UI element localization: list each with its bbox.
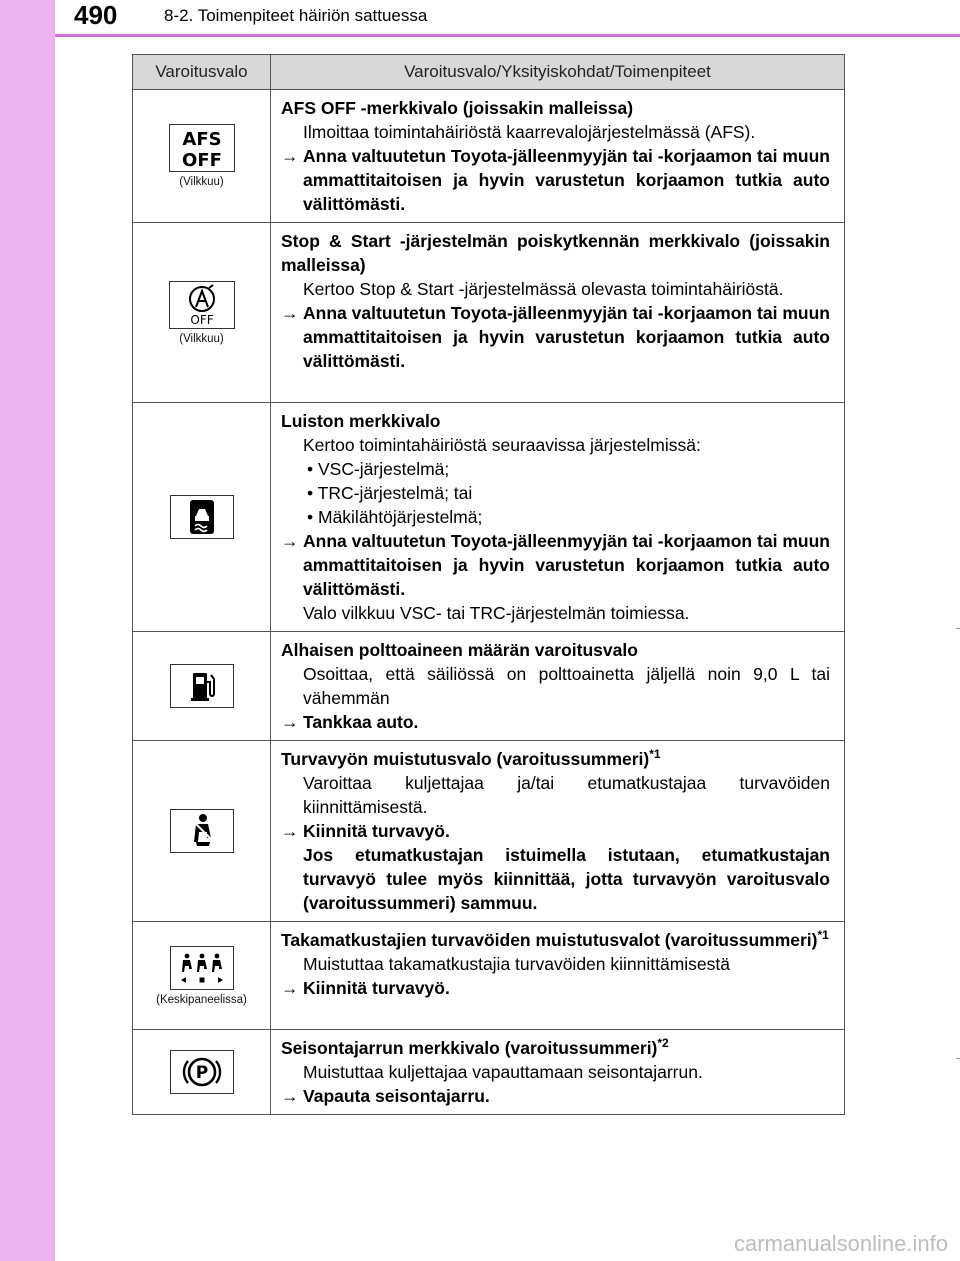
stop-start-off-icon xyxy=(169,281,235,329)
icon-caption: (Keskipaneelissa) xyxy=(156,993,247,1006)
afs-off-icon-label: OFF xyxy=(181,150,222,171)
arrow-icon: → xyxy=(281,978,299,998)
description-cell xyxy=(271,1030,845,1115)
row-title: Alhaisen polttoaineen määrän varoitusvalo xyxy=(281,640,638,660)
left-margin-band xyxy=(0,0,55,1261)
description-cell xyxy=(271,741,845,922)
table-row xyxy=(133,741,845,922)
arrow-icon: → xyxy=(281,712,299,732)
row-action: → Vapauta seisontajarru. xyxy=(281,1086,490,1106)
row-action: → Anna valtuutetun Toyota-jälleenmyyjän tai -korjaamon tai muun ammattitaitoisen ja hyvin varustetun korjaamon tutkia auto välittömästi. xyxy=(281,146,830,214)
page-number: 490 xyxy=(74,0,118,30)
bullet-list xyxy=(281,457,830,529)
row-action: → Tankkaa auto. xyxy=(281,712,419,732)
icon-cell xyxy=(133,741,271,922)
arrow-icon: → xyxy=(281,303,299,323)
list-item: • Mäkilähtöjärjestelmä; xyxy=(307,507,483,527)
column-header-details: Varoitusvalo/Yksityiskohdat/Toimenpiteet xyxy=(271,55,845,90)
description-cell xyxy=(271,632,845,741)
row-body: Varoittaa kuljettajaa ja/tai etumatkustajaa turvavöiden kiinnittämisestä. xyxy=(303,773,830,817)
row-action: → Anna valtuutetun Toyota-jälleenmyyjän tai -korjaamon tai muun ammattitaitoisen ja hyvin varustetun korjaamon tutkia auto välittömästi. xyxy=(281,531,830,599)
parking-brake-icon-label: P xyxy=(195,1063,208,1083)
list-item: • TRC-järjestelmä; tai xyxy=(307,483,473,503)
table-header-row xyxy=(133,55,845,90)
description-cell xyxy=(271,922,845,1030)
arrow-icon: → xyxy=(281,1086,299,1106)
icon-cell xyxy=(133,1030,271,1115)
table-row xyxy=(133,90,845,223)
row-body: Osoittaa, että säiliössä on polttoainetta jäljellä noin 9,0 L tai vähemmän xyxy=(303,664,830,708)
description-cell xyxy=(271,90,845,223)
list-item: • VSC-järjestelmä; xyxy=(307,459,450,479)
table-row xyxy=(133,922,845,1030)
row-action-detail: Jos etumatkustajan istuimella istutaan, etumatkustajan turvavyö tulee myös kiinnittää, jotta turvavyön varoitusvalo (varoitussummeri) sammuu. xyxy=(303,845,830,913)
icon-caption: (Vilkkuu) xyxy=(179,332,224,345)
row-title: Takamatkustajien turvavöiden muistutusvalot (varoitussummeri)$^{*1}$ xyxy=(281,928,829,950)
afs-off-icon xyxy=(169,124,235,172)
slip-indicator-icon xyxy=(170,495,234,539)
row-action: → Kiinnitä turvavyö. xyxy=(281,821,450,841)
icon-cell xyxy=(133,632,271,741)
icon-caption: (Vilkkuu) xyxy=(179,176,224,188)
icon-cell xyxy=(133,403,271,632)
table-row xyxy=(133,632,845,741)
footnote-marker: *2 xyxy=(657,1036,669,1051)
row-body: Ilmoittaa toimintahäiriöstä kaarrevalojärjestelmässä (AFS). xyxy=(303,122,756,142)
header-rule xyxy=(55,34,960,37)
row-action: → Anna valtuutetun Toyota-jälleenmyyjän tai -korjaamon tai muun ammattitaitoisen ja hyvin varustetun korjaamon tutkia auto välittömästi. xyxy=(281,303,830,371)
column-header-light: Varoitusvalo xyxy=(133,55,271,90)
row-body: Kertoo toimintahäiriöstä seuraavissa järjestelmissä: xyxy=(303,435,701,455)
row-title: Luiston merkkivalo xyxy=(281,411,441,431)
table-row xyxy=(133,223,845,403)
table-row xyxy=(133,403,845,632)
row-body: Muistuttaa kuljettajaa vapauttamaan seisontajarrun. xyxy=(303,1062,703,1082)
footnote-marker: *1 xyxy=(817,928,829,943)
row-title: Stop & Start -järjestelmän poiskytkennän merkkivalo (joissakin malleissa) xyxy=(281,231,830,275)
watermark: carmanualsonline.info xyxy=(733,1231,948,1256)
stop-start-icon-label: OFF xyxy=(189,312,214,327)
icon-cell xyxy=(133,90,271,223)
rear-seatbelt-icon xyxy=(170,946,234,990)
warning-lights-table xyxy=(132,54,845,1115)
parking-brake-icon xyxy=(170,1050,234,1094)
fuel-pump-icon xyxy=(170,664,234,708)
afs-off-icon-label: AFS xyxy=(181,129,222,150)
arrow-icon: → xyxy=(281,821,299,841)
icon-cell xyxy=(133,922,271,1030)
arrow-icon: → xyxy=(281,531,299,551)
margin-tick xyxy=(956,1058,960,1059)
row-body: Kertoo Stop & Start -järjestelmässä olevasta toimintahäiriöstä. xyxy=(303,279,784,299)
footnote-marker: *1 xyxy=(649,747,661,762)
row-title: Turvavyön muistutusvalo (varoitussummeri)$^{*1}$ xyxy=(281,747,661,769)
icon-cell xyxy=(133,223,271,403)
margin-tick xyxy=(956,628,960,629)
row-body: Muistuttaa takamatkustajia turvavöiden kiinnittämisestä xyxy=(303,954,731,974)
row-title: AFS OFF -merkkivalo (joissakin malleissa) xyxy=(281,98,634,118)
section-title: 8-2. Toimenpiteet häiriön sattuessa xyxy=(164,6,428,25)
table-row xyxy=(133,1030,845,1115)
row-title: Seisontajarrun merkkivalo (varoitussummeri)$^{*2}$ xyxy=(281,1036,669,1058)
row-note: Valo vilkkuu VSC- tai TRC-järjestelmän toimiessa. xyxy=(303,603,690,623)
seatbelt-icon xyxy=(170,809,234,853)
row-action: → Kiinnitä turvavyö. xyxy=(281,978,450,998)
arrow-icon: → xyxy=(281,146,299,166)
description-cell xyxy=(271,403,845,632)
description-cell xyxy=(271,223,845,403)
